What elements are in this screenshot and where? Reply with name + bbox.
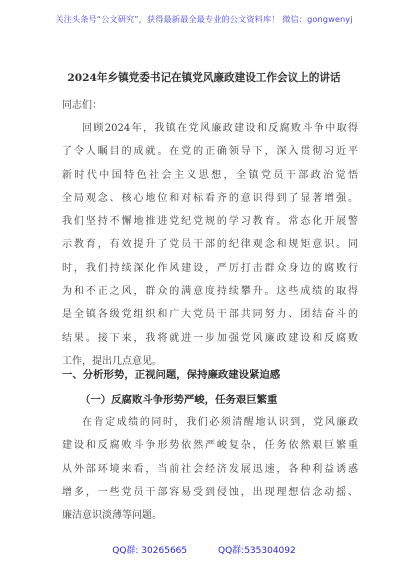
paragraph-line: 新时代中国特色社会主义思想，全镇党员干部政治觉悟 <box>62 169 358 181</box>
paragraph-line: 从外部环境来看，当前社会经济发展迅速，各种利益诱惑 <box>62 463 358 475</box>
subsection-heading: （一）反腐败斗争形势严峻，任务艰巨繁重 <box>80 394 278 406</box>
footer-qq-group-2: QQ群:535304092 <box>218 546 296 556</box>
footer-qq-group-1: QQ群: 30265665 <box>112 546 188 556</box>
paragraph-line: 增多，一些党员干部容易受到侵蚀，出现理想信念动摇、 <box>62 486 358 498</box>
paragraph-line: 廉洁意识淡薄等问题。 <box>62 510 162 522</box>
paragraph-line: 全局观念、核心地位和对标看齐的意识得到了显著增强。 <box>62 192 358 204</box>
paragraph-line: 结果。接下来，我将就进一步加强党风廉政建设和反腐败 <box>62 332 358 344</box>
paragraph-line: 我们坚持不懈地推进党纪党规的学习教育。常态化开展警 <box>62 216 358 228</box>
paragraph-1 <box>62 117 358 373</box>
paragraph-line: 在肯定成绩的同时，我们必须清醒地认识到，党风廉政 <box>82 417 358 428</box>
paragraph-line: 工作，提出几点意见。 <box>62 355 162 367</box>
paragraph-line: 是全镇各级党组织和广大党员干部共同努力、团结奋斗的 <box>62 309 358 321</box>
paragraph-line: 时，我们持续深化作风建设，严厉打击群众身边的腐败行 <box>62 262 358 274</box>
paragraph-line: 示教育，有效提升了党员干部的纪律观念和规矩意识。同 <box>62 239 358 251</box>
paragraph-line: 建设和反腐败斗争形势依然严峻复杂，任务依然艰巨繁重 <box>62 440 358 452</box>
footer <box>0 543 408 556</box>
paragraph-line: 回顾2024年，我镇在党风廉政建设和反腐败斗争中取得 <box>82 123 358 134</box>
salutation: 同志们： <box>62 100 102 111</box>
header-notice: 关注头条号“公文研究”，获得最新最全最专业的公文资料库！ 微信：gongwenyj <box>55 14 353 24</box>
section-heading: 一、分析形势，正视问题，保持廉政建设紧迫感 <box>62 369 281 381</box>
paragraph-line: 为和不正之风，群众的满意度持续攀升。这些成绩的取得 <box>62 286 358 298</box>
paragraph-2 <box>62 411 358 527</box>
paragraph-line: 了令人瞩目的成就。在党的正确领导下，深入贯彻习近平 <box>62 146 358 158</box>
document-title: 2024年乡镇党委书记在镇党风廉政建设工作会议上的讲话 <box>67 72 341 84</box>
